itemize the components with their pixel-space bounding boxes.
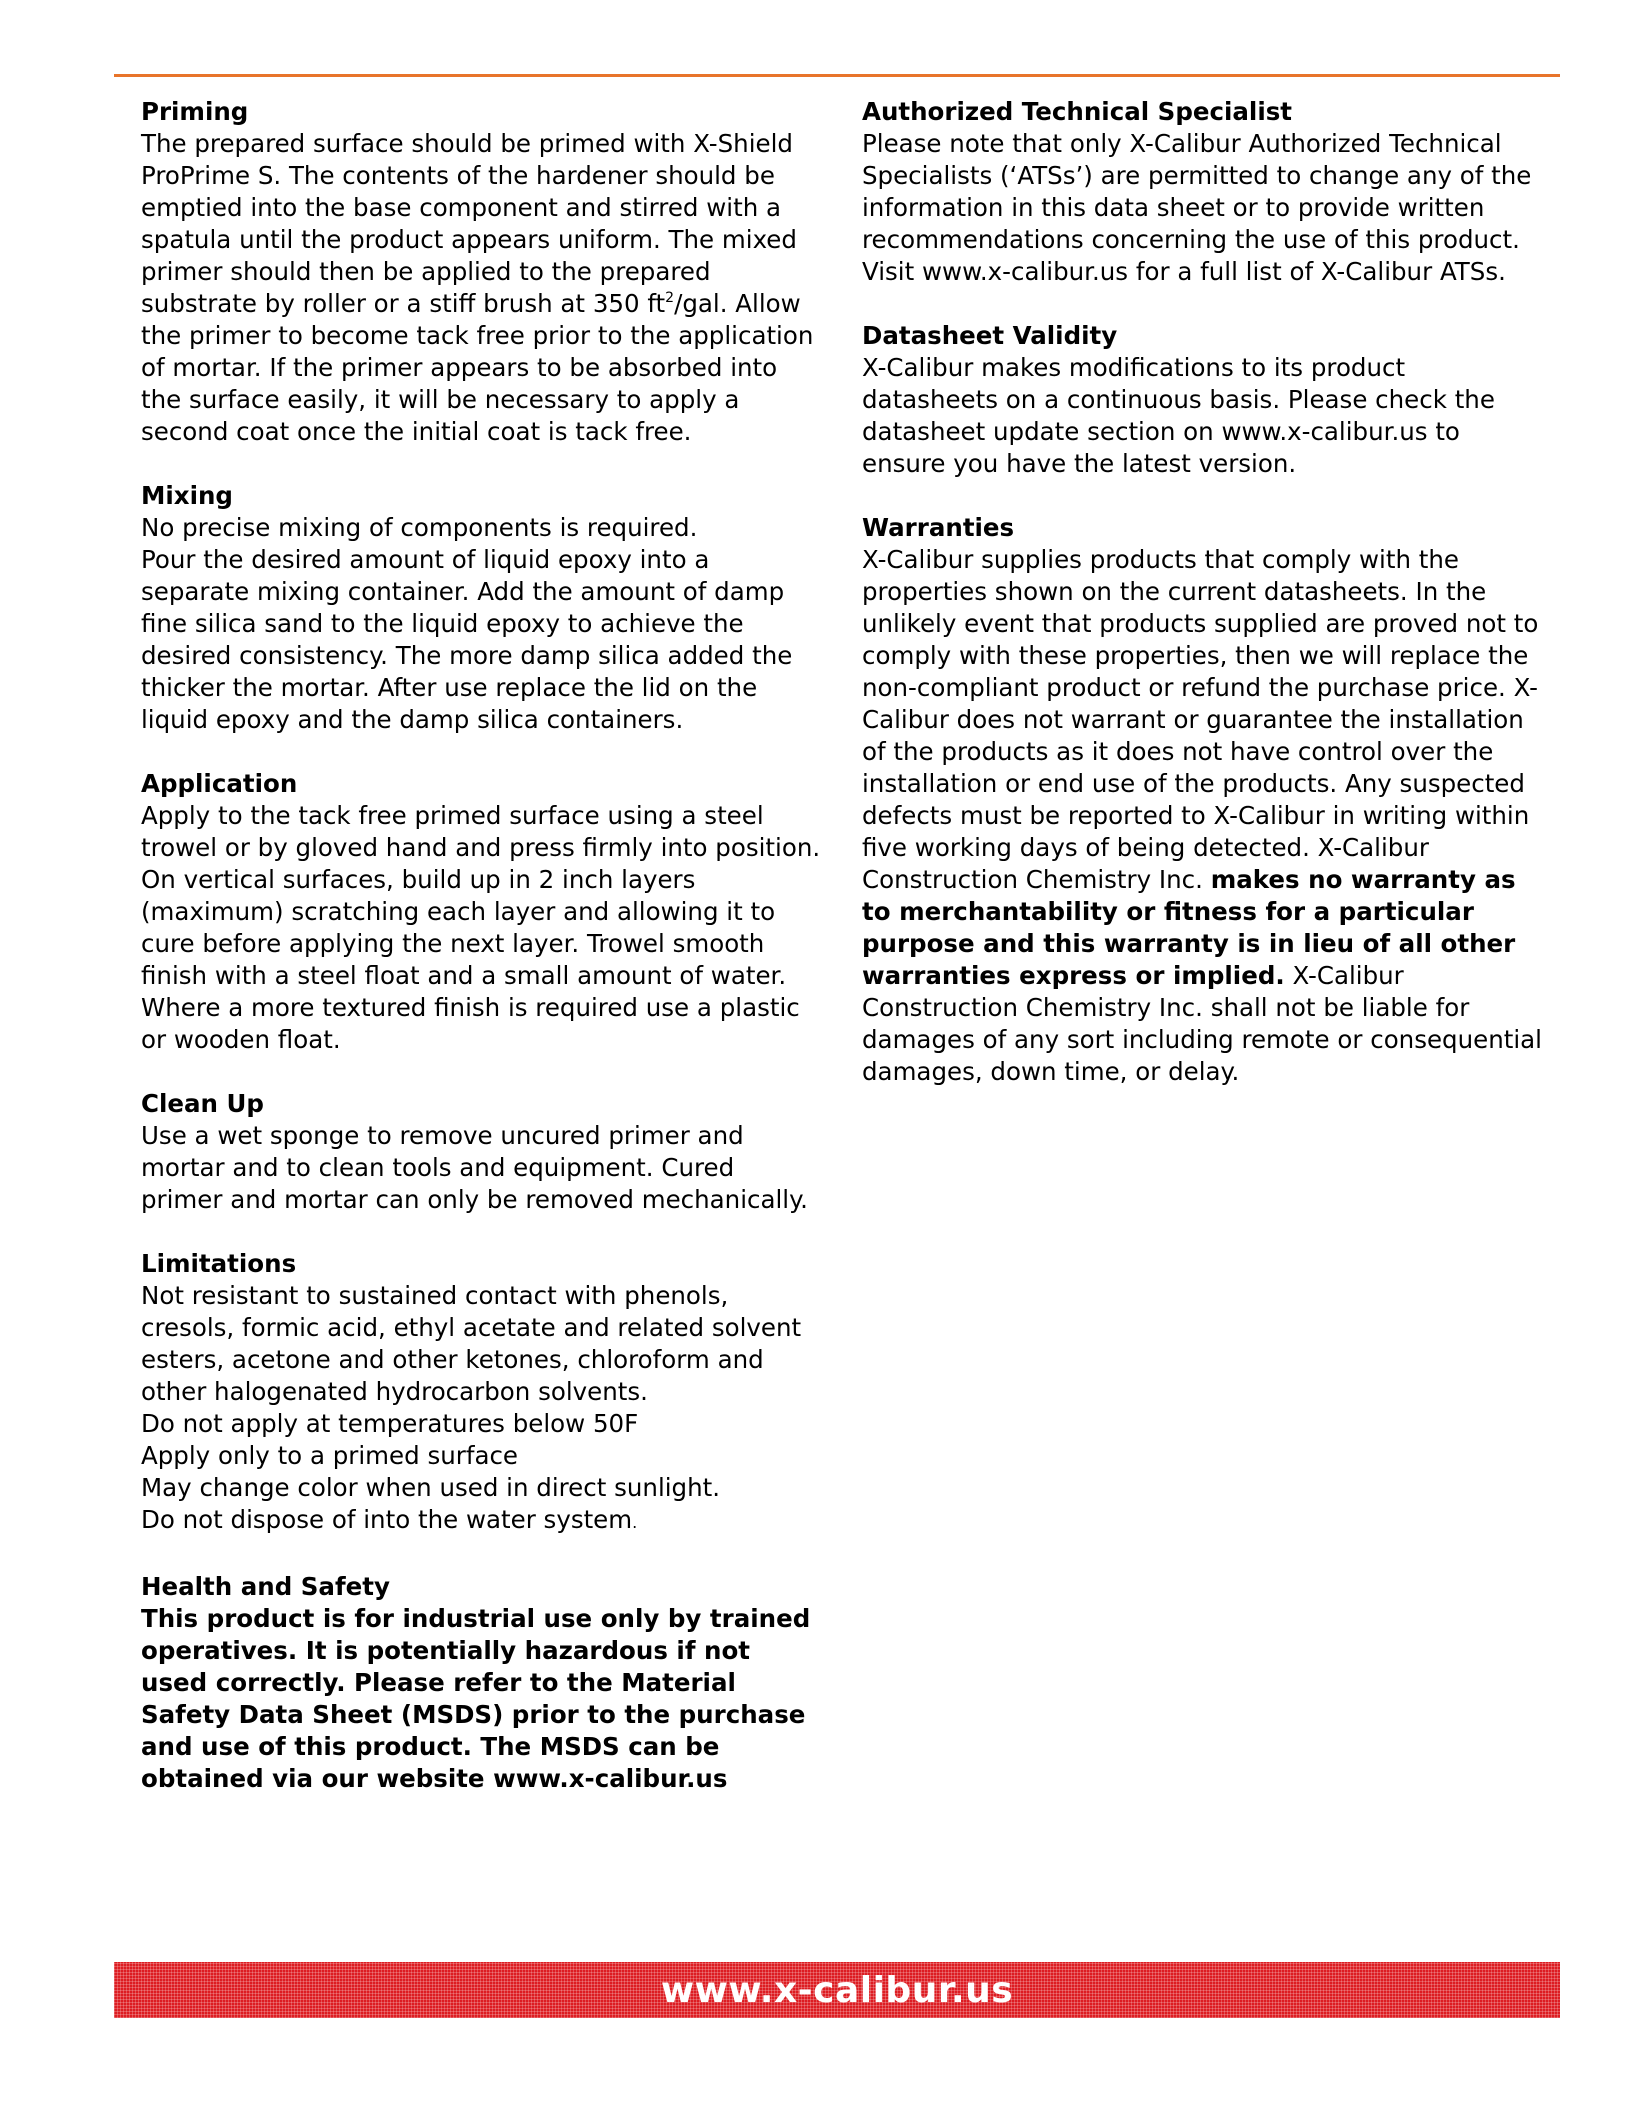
validity-text: X-Calibur makes modifications to its product datasheets on a continuous basis. Please check the datasheet update section on www.x-calibur.us to ensure you have the latest version. [862, 353, 1495, 478]
warranties-text-bold: makes no warranty as to merchantability or fitness for a particular purpose and this warranty is in lieu of all other warranties express or implied. [862, 865, 1516, 990]
cleanup-heading: Clean Up [141, 1089, 264, 1118]
application-heading: Application [141, 769, 298, 798]
ats-heading: Authorized Technical Specialist [862, 97, 1293, 126]
validity-heading: Datasheet Validity [862, 321, 1118, 350]
warranties-text [862, 544, 1542, 1088]
health-heading: Health and Safety [141, 1572, 390, 1601]
warranties-text-b: X-Calibur Construction Chemistry Inc. shall not be liable for damages of any sort including remote or consequential damages, down time, or delay. [862, 961, 1542, 1086]
priming-text-b: /gal. Allow the primer to become tack free prior to the application of mortar. If the primer appears to be absorbed into the surface easily, it will be necessary to apply a second coat once the initial coat is tack free. [141, 289, 814, 446]
mixing-line-1: No precise mixing of components is required. [141, 513, 698, 542]
section-validity [862, 320, 1542, 480]
limitations-line-5 [141, 1504, 821, 1539]
footer-url: www.x-calibur.us [660, 1969, 1014, 2011]
limitations-heading: Limitations [141, 1249, 297, 1278]
section-cleanup [141, 1088, 821, 1216]
section-application [141, 768, 821, 1056]
limitations-line-4: May change color when used in direct sunlight. [141, 1473, 721, 1502]
section-warranties [862, 512, 1542, 1088]
limitations-line-5-text: Do not dispose of into the water system [141, 1505, 633, 1534]
mixing-heading: Mixing [141, 481, 233, 510]
section-health-safety [141, 1571, 821, 1795]
section-priming [141, 96, 821, 448]
footer-bar [114, 1962, 1560, 2018]
warranties-heading: Warranties [862, 513, 1015, 542]
cleanup-text: Use a wet sponge to remove uncured primer and mortar and to clean tools and equipment. Cured primer and mortar can only be removed mechanically. [141, 1121, 808, 1214]
limitations-line-5-period: . [632, 1513, 638, 1532]
priming-text [141, 128, 821, 448]
health-text: This product is for industrial use only by trained operatives. It is potentially hazardous if not used correctly. Please refer to the Material Safety Data Sheet (MSDS) prior to the purchase and use of this product. The MSDS can be obtained via our website www.x-calibur.us [141, 1604, 811, 1793]
priming-heading: Priming [141, 97, 249, 126]
limitations-line-3: Apply only to a primed surface [141, 1441, 519, 1470]
section-mixing [141, 480, 821, 736]
right-column [862, 96, 1542, 1120]
limitations-line-2: Do not apply at temperatures below 50F [141, 1409, 639, 1438]
left-column [141, 96, 821, 1827]
section-limitations [141, 1248, 821, 1539]
ats-text: Please note that only X-Calibur Authorized Technical Specialists (‘ATSs’) are permitted to change any of the information in this data sheet or to provide written recommendations concerning the use of this product. Visit www.x-calibur.us for a full list of X-Calibur ATSs. [862, 129, 1532, 286]
warranties-text-a: X-Calibur supplies products that comply with the properties shown on the current datasheets. In the unlikely event that products supplied are proved not to comply with these properties, then we will replace the non-compliant product or refund the purchase price. X-Calibur does not warrant or guarantee the installation of the products as it does not have control over the installation or end use of the products. Any suspected defects must be reported to X-Calibur in writing within five working days of being detected. X-Calibur Construction Chemistry Inc. [862, 545, 1539, 894]
mixing-line-2: Pour the desired amount of liquid epoxy into a separate mixing container. Add the amount of damp fine silica sand to the liquid epoxy to achieve the desired consistency. The more damp silica added the thicker the mortar. After use replace the lid on the liquid epoxy and the damp silica containers. [141, 545, 793, 734]
section-ats [862, 96, 1542, 288]
application-text: Apply to the tack free primed surface using a steel trowel or by gloved hand and press firmly into position. On vertical surfaces, build up in 2 inch layers (maximum) scratching each layer and allowing it to cure before applying the next layer. Trowel smooth finish with a steel float and a small amount of water. Where a more textured finish is required use a plastic or wooden float. [141, 801, 821, 1054]
top-divider [114, 74, 1560, 77]
priming-text-a: The prepared surface should be primed with X-Shield ProPrime S. The contents of the hardener should be emptied into the base component and stirred with a spatula until the product appears uniform. The mixed primer should then be applied to the prepared substrate by roller or a stiff brush at 350 ft [141, 129, 797, 318]
limitations-line-1: Not resistant to sustained contact with phenols, cresols, formic acid, ethyl acetate and related solvent esters, acetone and other ketones, chloroform and other halogenated hydrocarbon solvents. [141, 1281, 802, 1406]
priming-superscript: 2 [665, 290, 675, 306]
